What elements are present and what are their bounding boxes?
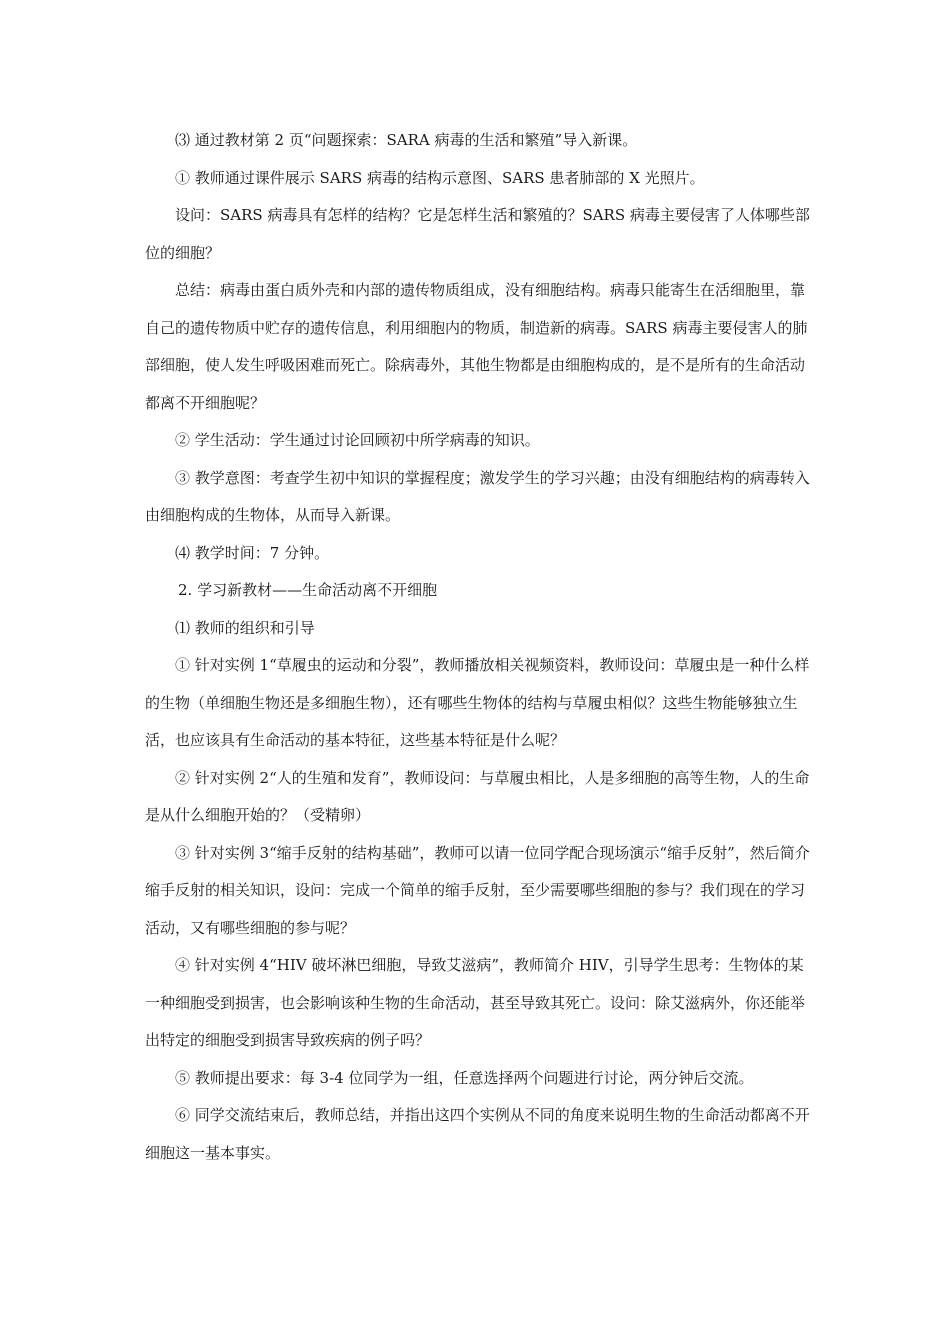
- paragraph-teacher-organization: ⑴ 教师的组织和引导: [175, 618, 315, 637]
- section-heading-new-material: 2. 学习新教材——生命活动离不开细胞: [178, 581, 438, 599]
- paragraph-student-activity: ② 学生活动：学生通过讨论回顾初中所学病毒的知识。: [175, 431, 540, 449]
- paragraph-example-3: ③ 针对实例 3“缩手反射的结构基础”，教师可以请一位同学配合现场演示“缩手反射”，然后简介缩手反射的相关知识，设问：完成一个简单的缩手反射，至少需要哪些细胞的参与？我们现在的学习活动，又有哪些细胞的参与呢？: [145, 843, 810, 937]
- paragraph-question-sars: 设问：SARS 病毒具有怎样的结构？它是怎样生活和繁殖的？SARS 病毒主要侵害了人体哪些部位的细胞？: [145, 206, 810, 262]
- paragraph-teacher-shows-sars: ① 教师通过课件展示 SARS 病毒的结构示意图、SARS 患者肺部的 X 光照片。: [175, 168, 705, 187]
- paragraph-step-3-intro: ⑶ 通过教材第 2 页“问题探索：SARA 病毒的生活和繁殖”导入新课。: [175, 131, 638, 149]
- paragraph-example-2: ② 针对实例 2“人的生殖和发育”，教师设问：与草履虫相比，人是多细胞的高等生物，人的生命是从什么细胞开始的？（受精卵）: [145, 768, 810, 824]
- paragraph-example-1: ① 针对实例 1“草履虫的运动和分裂”，教师播放相关视频资料，教师设问：草履虫是一种什么样的生物（单细胞生物还是多细胞生物），还有哪些生物体的结构与草履虫相似？这些生物能够独立生活，也应该具有生命活动的基本特征，这些基本特征是什么呢？: [145, 656, 810, 749]
- paragraph-group-discussion: ⑤ 教师提出要求：每 3-4 位同学为一组，任意选择两个问题进行讨论，两分钟后交流。: [175, 1068, 754, 1087]
- document-body: [145, 122, 810, 1172]
- paragraph-teaching-intent: ③ 教学意图：考查学生初中知识的掌握程度；激发学生的学习兴趣；由没有细胞结构的病毒转入由细胞构成的生物体，从而导入新课。: [145, 468, 810, 524]
- paragraph-summary-virus: 总结：病毒由蛋白质外壳和内部的遗传物质组成，没有细胞结构。病毒只能寄生在活细胞里，靠自己的遗传物质中贮存的遗传信息，利用细胞内的物质，制造新的病毒。SARS 病毒主要侵害人的肺部细胞，使人发生呼吸困难而死亡。除病毒外，其他生物都是由细胞构成的，是不是所有的生命活动都离不开细胞呢？: [145, 281, 808, 412]
- paragraph-example-4: ④ 针对实例 4“HIV 破坏淋巴细胞，导致艾滋病”，教师简介 HIV，引导学生思考：生物体的某一种细胞受到损害，也会影响该种生物的生命活动，甚至导致其死亡。设问：除艾滋病外，你还能举出特定的细胞受到损害导致疾病的例子吗？: [145, 956, 806, 1049]
- paragraph-teacher-conclusion: ⑥ 同学交流结束后，教师总结，并指出这四个实例从不同的角度来说明生物的生命活动都离不开细胞这一基本事实。: [145, 1106, 810, 1162]
- paragraph-teaching-time: ⑷ 教学时间：7 分钟。: [175, 543, 330, 562]
